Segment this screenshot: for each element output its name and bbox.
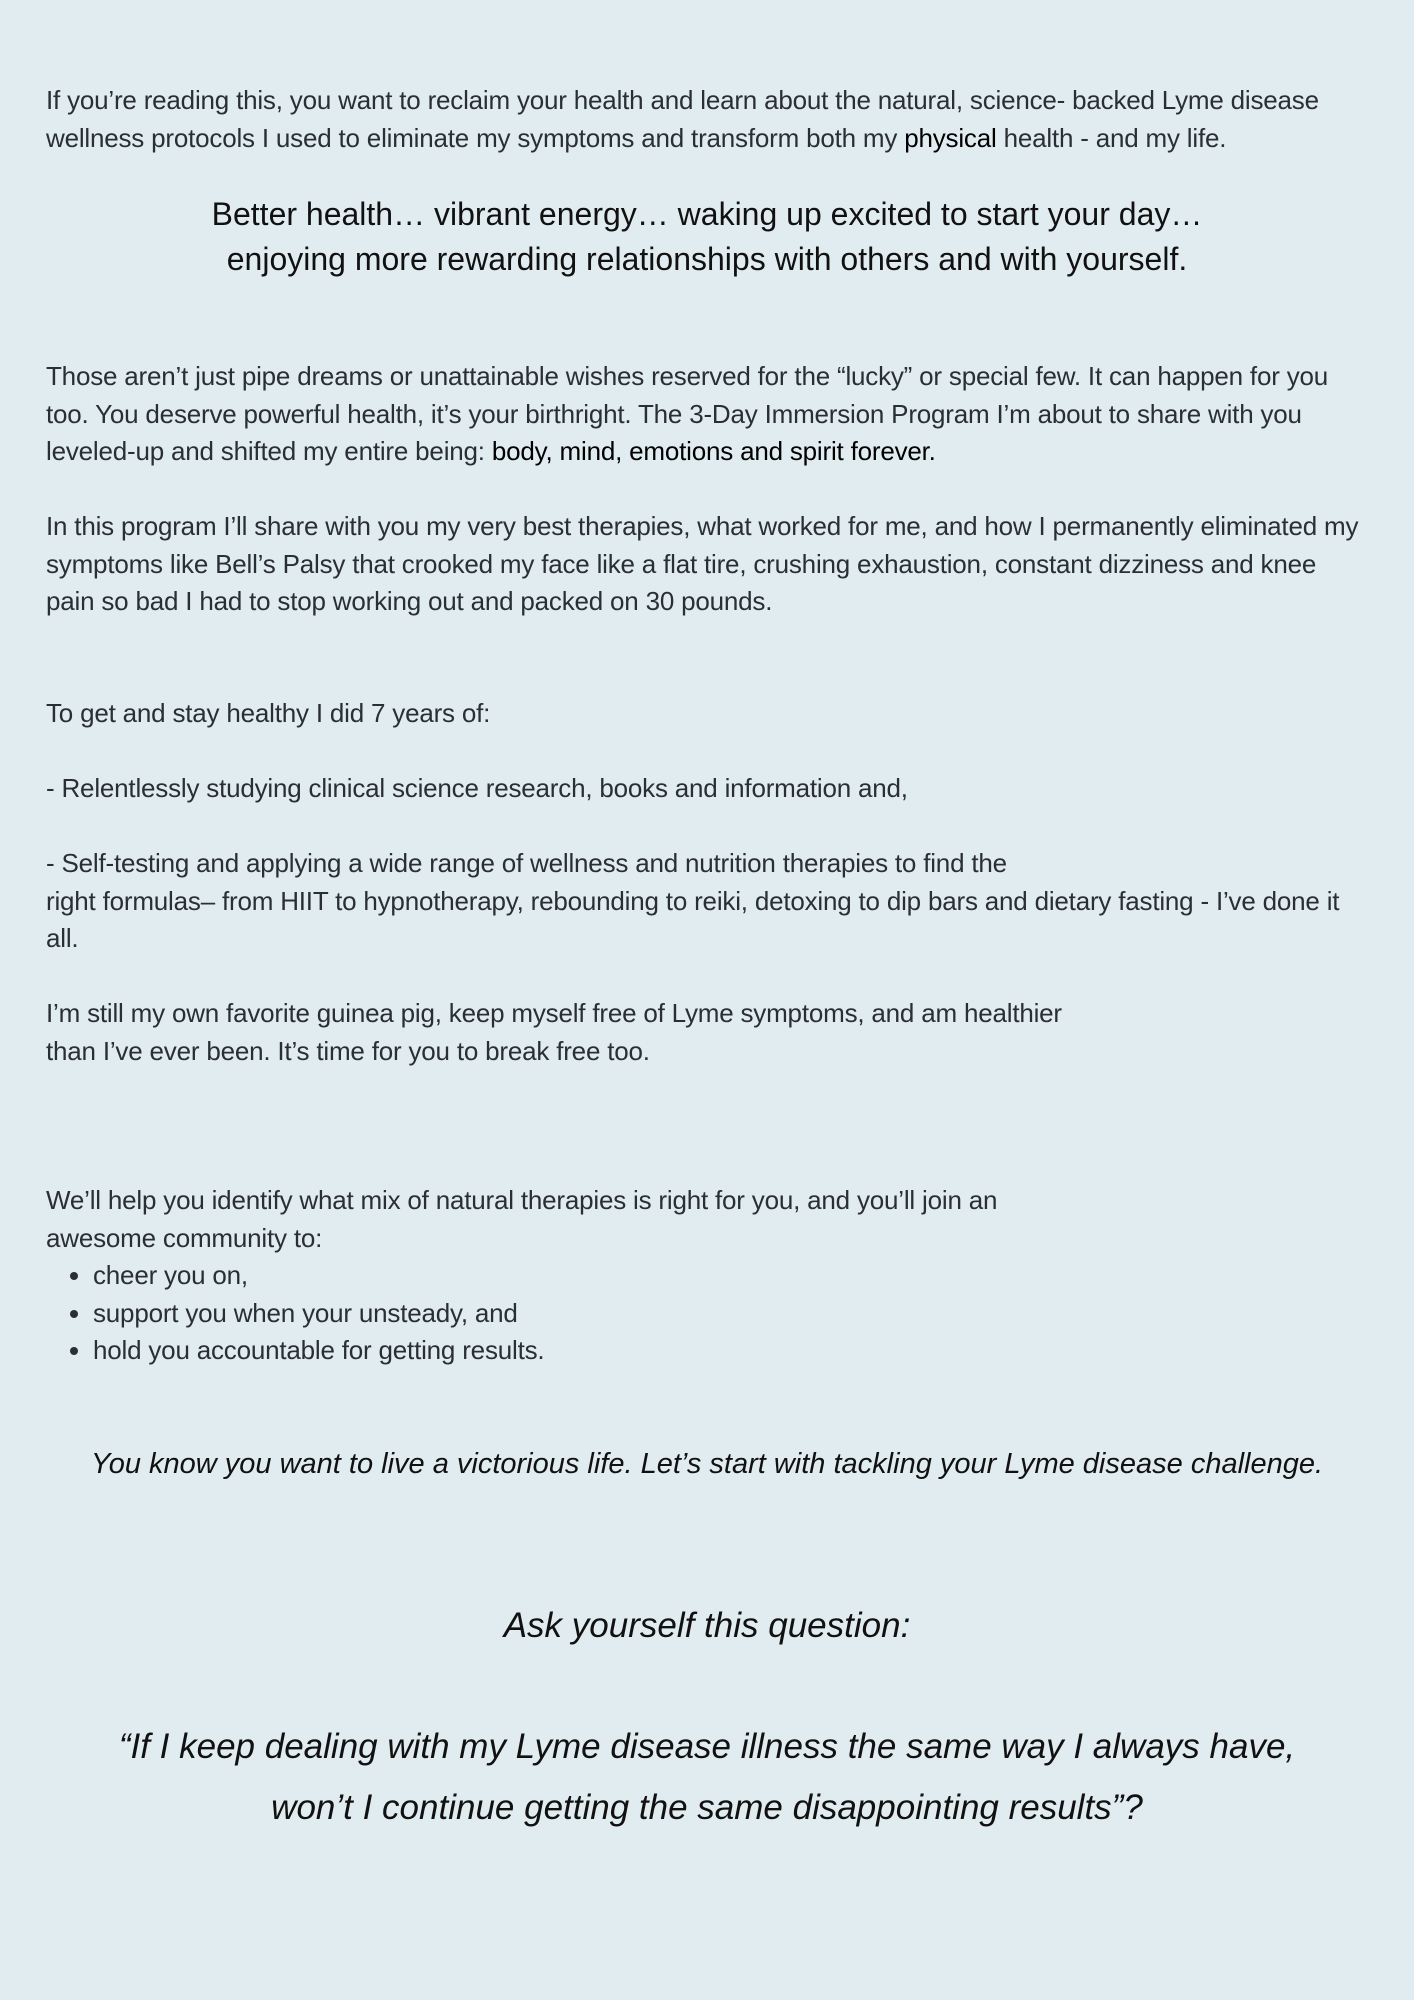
intro-highlight: physical <box>904 122 997 153</box>
ask-heading: Ask yourself this question: <box>503 1606 911 1645</box>
community-line-2: awesome community to: <box>46 1222 323 1253</box>
community-bullet-list <box>46 1257 1368 1370</box>
intro-text-after: health - and my life. <box>996 122 1227 153</box>
headline-line-2: enjoying more rewarding relationships with others and with yourself. <box>226 241 1188 277</box>
years-item-2 <box>46 845 1368 958</box>
guinea-line-2: than I’ve ever been. It’s time for you to break free too. <box>46 1035 650 1066</box>
guinea-line-1: I’m still my own favorite guinea pig, keep myself free of Lyme symptoms, and am healthier <box>46 998 1062 1028</box>
headline-line-1: Better health… vibrant energy… waking up excited to start your day… <box>211 196 1203 232</box>
years-item-2-line-1: - Self-testing and applying a wide range of wellness and nutrition therapies to find the <box>46 848 1007 878</box>
intro-text-before: If you’re reading this, you want to reclaim your health and learn about the natural, science- backed Lyme disease wellness protocols I used to eliminate my symptoms and transform both my <box>46 85 1319 153</box>
years-item-2-line-2: right formulas– from HIIT to hypnotherapy, rebounding to reiki, detoxing to dip bars and dietary fasting - I’ve done it all. <box>46 885 1340 953</box>
community-paragraph <box>46 1182 1368 1370</box>
list-item: • hold you accountable for getting results. <box>93 1332 1368 1370</box>
intro-paragraph <box>46 82 1368 157</box>
dreams-highlight: body, mind, emotions and spirit forever. <box>491 436 936 466</box>
dreams-text: Those aren’t just pipe dreams or unattainable wishes reserved for the “lucky” or special few. It can happen for you too. You deserve powerful health, it’s your birthright. The 3-Day Immersion Program I’m about to share with you leveled-up and shifted my entire being: <box>46 361 1329 466</box>
headline <box>46 192 1368 282</box>
program-paragraph: In this program I’ll share with you my very best therapies, what worked for me, and how I permanently eliminated my symptoms like Bell’s Palsy that crooked my face like a flat tire, crushing exhaustion, constant dizziness and knee pain so bad I had to stop working out and packed on 30 pounds. <box>46 511 1359 616</box>
quote <box>46 1716 1368 1838</box>
dreams-paragraph <box>46 358 1368 471</box>
list-item: • support you when your unsteady, and <box>93 1295 1368 1333</box>
list-item: • cheer you on, <box>93 1257 1368 1295</box>
years-item-1: - Relentlessly studying clinical science research, books and information and, <box>46 773 908 803</box>
quote-line-1: “If I keep dealing with my Lyme disease illness the same way I always have, <box>118 1727 1296 1766</box>
quote-line-2: won’t I continue getting the same disappointing results”? <box>271 1788 1143 1827</box>
years-intro: To get and stay healthy I did 7 years of: <box>46 698 491 728</box>
guinea-paragraph <box>46 995 1368 1070</box>
community-line-1: We’ll help you identify what mix of natural therapies is right for you, and you’ll join an <box>46 1185 998 1215</box>
victorious-statement: You know you want to live a victorious life. Let’s start with tackling your Lyme disease challenge. <box>90 1448 1324 1480</box>
